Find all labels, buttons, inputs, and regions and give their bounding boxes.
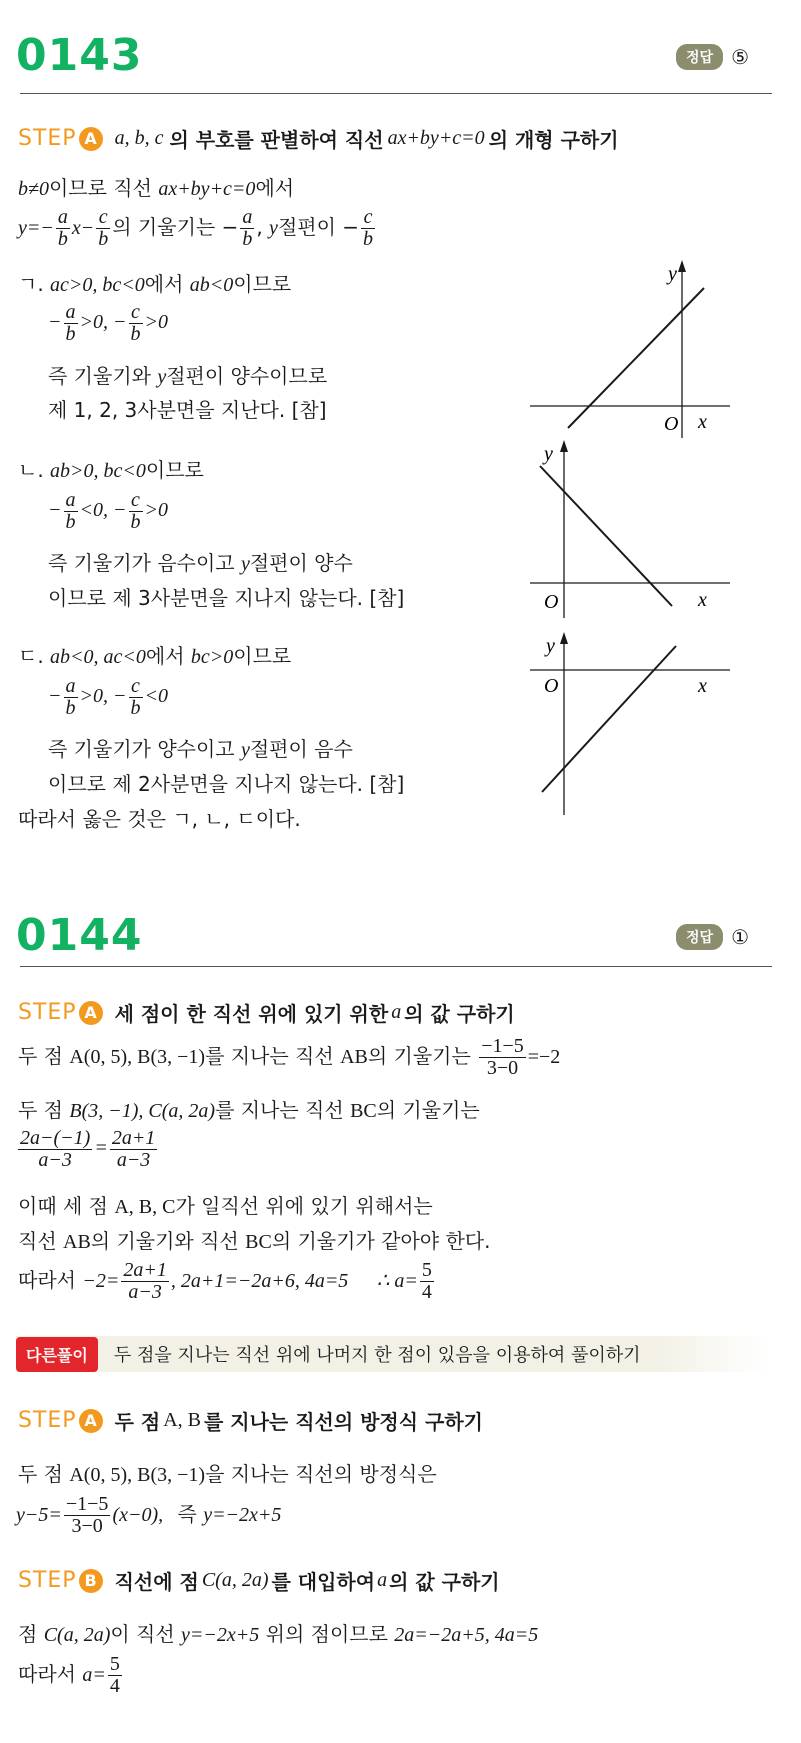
denominator: b — [130, 511, 141, 533]
denominator: b — [65, 697, 76, 719]
step-title-eq: ax+by+c=0 — [387, 127, 485, 149]
math: ∴ a= — [376, 1270, 418, 1292]
text: 이므로 — [233, 644, 292, 668]
math: ab<0 — [189, 274, 234, 296]
text: 즉 기울기가 음수이고 — [48, 551, 235, 575]
fraction — [240, 207, 254, 250]
math: >0, — [79, 685, 108, 708]
math: >0 — [144, 499, 168, 522]
text: 에서 — [144, 272, 184, 296]
fraction — [108, 1654, 122, 1697]
step-a-alt-heading — [18, 1406, 483, 1435]
step-word: STEP — [18, 1568, 77, 1593]
text: 절편이 음수 — [249, 737, 353, 761]
math: ab>0, bc<0 — [50, 460, 146, 482]
case-n-desc-2: 이므로 제 3사분면을 지나지 않는다. [참] — [48, 586, 405, 610]
denominator: b — [65, 511, 76, 533]
math: , 2a+1=−2a+6, 4a=5 — [170, 1270, 349, 1292]
text: 이므로 — [145, 458, 204, 482]
denominator: a−3 — [38, 1149, 72, 1171]
divider — [20, 93, 772, 94]
math: >0 — [144, 311, 168, 334]
line-final-answer — [18, 1654, 124, 1697]
text: 세 점이 한 직선 위에 있기 위한 — [114, 1002, 389, 1026]
math: ab<0, ac<0 — [50, 646, 146, 668]
step-b-heading — [18, 1566, 500, 1595]
numerator: a — [65, 675, 76, 697]
numerator: c — [361, 207, 375, 229]
numerator: a — [57, 206, 68, 228]
text: 두 점 — [18, 1044, 63, 1068]
text: 를 대입하여 — [271, 1570, 376, 1594]
text: 절편이 − — [277, 215, 360, 239]
fraction — [420, 1260, 434, 1303]
x-axis-label: x — [698, 411, 707, 433]
line-slope-ab — [18, 1036, 560, 1079]
math: BC — [350, 1100, 377, 1122]
answer-value: ① — [731, 925, 749, 949]
graph-n — [530, 438, 730, 618]
text: 의 값 구하기 — [404, 1002, 515, 1026]
answer-badge: 정답 — [676, 924, 723, 950]
y-axis-arrow — [560, 440, 568, 452]
denominator: b — [130, 323, 141, 345]
math: x− — [71, 217, 95, 239]
math: ax+by+c=0 — [158, 178, 256, 200]
x-axis-label: x — [698, 589, 707, 611]
graph-d — [530, 630, 730, 815]
line-slope-bc — [18, 1094, 480, 1123]
numerator: a — [65, 489, 76, 511]
case-d-inequality: − $\frac{a}{b}$ >0, − $\frac{c}{b}$ <0 — [48, 675, 168, 719]
problem-number-0144: 0144 — [16, 910, 143, 961]
fraction — [129, 676, 143, 719]
denominator: b — [242, 228, 253, 250]
numerator: 5 — [109, 1653, 120, 1675]
answer-0144 — [676, 924, 749, 950]
fraction — [64, 676, 78, 719]
conclusion-0143: 따라서 옳은 것은 ㄱ, ㄴ, ㄷ이다. — [18, 807, 301, 831]
denominator: a−3 — [128, 1281, 162, 1303]
alt-solution-badge: 다른풀이 — [16, 1337, 98, 1372]
x-axis-label: x — [698, 675, 707, 697]
numerator: 2a+1 — [111, 1127, 156, 1149]
answer-value: ⑤ — [731, 45, 749, 69]
math: A, B, C — [114, 1196, 176, 1218]
step-a-heading — [18, 124, 619, 153]
text: 즉 기울기가 양수이고 — [48, 737, 235, 761]
origin-label: O — [544, 591, 559, 613]
step-word: STEP — [18, 1000, 77, 1025]
alternative-solution-bar — [16, 1336, 770, 1372]
fraction — [129, 490, 143, 533]
line-slope-bc-expr — [16, 1128, 159, 1171]
math: <0, — [79, 499, 108, 522]
text: 이므로 — [233, 272, 292, 296]
y-axis-arrow — [560, 632, 568, 644]
fraction — [110, 1128, 158, 1171]
denominator: a−3 — [116, 1149, 151, 1171]
text: 의 기울기와 직선 — [90, 1229, 239, 1253]
text: 를 지나는 직선의 방정식 구하기 — [203, 1410, 483, 1434]
step-letter: A — [79, 1409, 103, 1433]
math: A, B — [163, 1409, 201, 1431]
text: 의 값 구하기 — [389, 1570, 500, 1594]
fraction — [64, 490, 78, 533]
denominator: b — [65, 323, 76, 345]
problem-number-0143: 0143 — [16, 30, 143, 81]
fraction — [96, 207, 110, 250]
denominator: 3−0 — [71, 1515, 103, 1537]
math: y=− — [18, 217, 54, 239]
line-1 — [18, 172, 294, 201]
graph-line — [542, 646, 676, 792]
case-label: ㄴ. — [18, 458, 44, 482]
alt-solution-text: 두 점을 지나는 직선 위에 나머지 한 점이 있음을 이용하여 풀이하기 — [113, 1345, 641, 1366]
text: 이므로 직선 — [48, 176, 152, 200]
answer-0143 — [676, 44, 749, 70]
case-n-desc-1 — [48, 547, 353, 576]
text: 의 기울기는 — [367, 1044, 471, 1068]
numerator: 2a−(−1) — [20, 1127, 91, 1149]
text: 가 일직선 위에 있기 위해서는 — [175, 1194, 433, 1218]
graph-line — [540, 466, 672, 606]
denominator: b — [363, 228, 374, 250]
case-g-condition — [18, 268, 291, 297]
denominator: b — [98, 228, 109, 250]
fraction — [121, 1260, 169, 1303]
case-d-desc-1 — [48, 733, 353, 762]
graph-g — [530, 258, 730, 438]
case-n-inequality: − $\frac{a}{b}$ <0, − $\frac{c}{b}$ >0 — [48, 489, 168, 533]
case-g-inequality: − $\frac{a}{b}$ >0, − $\frac{c}{b}$ >0 — [48, 301, 168, 345]
divider — [20, 966, 772, 967]
y-axis-label: y — [544, 443, 553, 465]
denominator: b — [57, 228, 68, 250]
math: a — [377, 1569, 388, 1591]
numerator: −1−5 — [481, 1035, 524, 1057]
text: 직선에 점 — [114, 1570, 199, 1594]
text: 즉 기울기와 — [48, 364, 151, 388]
line-equal-slopes — [18, 1225, 490, 1254]
step-title-tail: 의 개형 구하기 — [488, 128, 619, 152]
answer-badge: 정답 — [676, 44, 723, 70]
line-line-equation-expr — [16, 1494, 281, 1537]
text: 절편이 양수 — [249, 551, 353, 575]
case-label: ㄱ. — [18, 272, 44, 296]
step-title-text: 의 부호를 판별하여 직선 — [169, 128, 384, 152]
line-substitute — [18, 1618, 538, 1647]
math: y — [269, 217, 278, 239]
math: >0, — [79, 311, 108, 334]
math: AB — [63, 1231, 91, 1253]
fraction — [56, 207, 70, 250]
case-d-condition — [18, 640, 291, 669]
numerator: c — [129, 676, 143, 698]
numerator: 5 — [421, 1259, 432, 1281]
numerator: −1−5 — [65, 1493, 109, 1515]
fraction — [479, 1036, 526, 1079]
text: 에서 — [145, 644, 185, 668]
math: ac>0, bc<0 — [50, 274, 145, 296]
math: A(0, 5), B(3, −1) — [69, 1464, 206, 1486]
text: 절편이 양수이므로 — [166, 364, 328, 388]
text: 두 점 — [114, 1410, 161, 1434]
math: C(a, 2a) — [43, 1624, 111, 1646]
math: = — [94, 1137, 108, 1160]
line-solve-a — [18, 1260, 436, 1303]
text: 의 기울기는 − — [112, 215, 239, 239]
numerator: c — [96, 207, 110, 229]
text: 를 지나는 직선 — [205, 1044, 334, 1068]
step-title-math: a, b, c — [114, 127, 164, 149]
math: y=−2x+5 — [203, 1504, 282, 1526]
numerator: 2a+1 — [123, 1259, 167, 1281]
step-letter: A — [79, 1001, 103, 1025]
y-axis-label: y — [546, 635, 555, 657]
origin-label: O — [664, 413, 679, 435]
text: 이 직선 — [110, 1622, 175, 1646]
text: 에서 — [255, 176, 295, 200]
line-line-equation — [18, 1458, 437, 1487]
graph-line — [568, 288, 704, 428]
text: 따라서 — [18, 1662, 76, 1686]
denominator: b — [130, 697, 141, 719]
denominator: 4 — [109, 1675, 120, 1697]
step-word: STEP — [18, 126, 77, 151]
case-g-desc-1 — [48, 360, 327, 389]
math: (x−0), — [112, 1504, 164, 1526]
case-n-condition — [18, 454, 204, 483]
text: 을 지나는 직선의 방정식은 — [205, 1462, 437, 1486]
line-2: y=− $\frac{a}{b}$ x− $\frac{c}{b}$ 의 기울기는 − $\frac{a}{b}$ , y절편이 − $\frac{c}{b}$ — [18, 206, 374, 250]
math: −2= — [82, 1270, 120, 1292]
math: b≠0 — [18, 178, 49, 200]
math: BC — [245, 1231, 272, 1253]
step-a-heading — [18, 998, 515, 1027]
line-collinear-cond — [18, 1190, 433, 1219]
fraction — [129, 302, 143, 345]
math: AB — [340, 1046, 368, 1068]
numerator: a — [242, 206, 253, 228]
math: y — [240, 553, 250, 575]
step-letter: A — [79, 127, 103, 151]
math: A(0, 5), B(3, −1) — [69, 1046, 206, 1068]
text: 의 기울기는 — [376, 1098, 480, 1122]
text: 직선 — [18, 1229, 57, 1253]
numerator: c — [129, 302, 143, 324]
fraction — [18, 1128, 92, 1171]
text: 점 — [18, 1622, 38, 1646]
text: 이때 세 점 — [18, 1194, 108, 1218]
text: 의 기울기가 같아야 한다. — [271, 1229, 491, 1253]
denominator: 4 — [421, 1281, 432, 1303]
fraction — [64, 1494, 111, 1537]
step-letter: B — [79, 1569, 103, 1593]
math: a= — [82, 1664, 106, 1686]
math: =−2 — [527, 1046, 561, 1068]
fraction — [64, 302, 78, 345]
math: a — [391, 1001, 402, 1023]
denominator: 3−0 — [486, 1057, 519, 1079]
text: 따라서 — [18, 1268, 76, 1292]
math: y=−2x+5 — [181, 1624, 260, 1646]
y-axis-label: y — [668, 263, 677, 285]
math: B(3, −1), C(a, 2a) — [69, 1100, 216, 1122]
math: bc>0 — [190, 646, 234, 668]
origin-label: O — [544, 675, 559, 697]
text: 위의 점이므로 — [265, 1622, 388, 1646]
y-axis-arrow — [678, 260, 686, 272]
case-label: ㄷ. — [18, 644, 44, 668]
math: <0 — [144, 685, 168, 708]
case-d-desc-2: 이므로 제 2사분면을 지나지 않는다. [참] — [48, 772, 405, 796]
text: 를 지나는 직선 — [215, 1098, 344, 1122]
text: 두 점 — [18, 1098, 63, 1122]
math: y — [157, 366, 167, 388]
text: 두 점 — [18, 1462, 63, 1486]
fraction — [361, 207, 375, 250]
numerator: a — [65, 301, 76, 323]
step-word: STEP — [18, 1408, 77, 1433]
text: 즉 — [177, 1502, 197, 1526]
math: y−5= — [16, 1504, 62, 1526]
math: y — [240, 739, 250, 761]
numerator: c — [129, 490, 143, 512]
math: 2a=−2a+5, 4a=5 — [394, 1624, 539, 1646]
math: C(a, 2a) — [201, 1569, 269, 1591]
case-g-desc-2: 제 1, 2, 3사분면을 지난다. [참] — [48, 398, 327, 422]
